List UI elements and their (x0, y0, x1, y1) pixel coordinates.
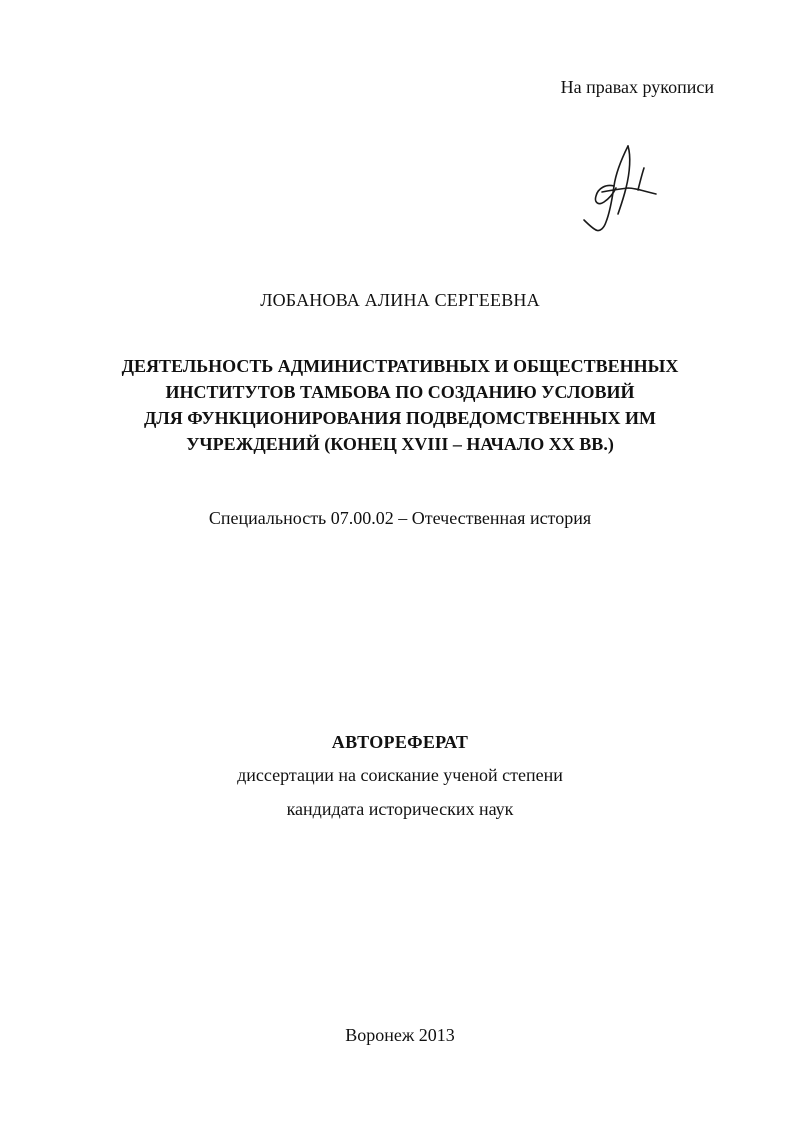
specialty-line: Специальность 07.00.02 – Отечественная история (208, 508, 592, 528)
title-line: ДЕЯТЕЛЬНОСТЬ АДМИНИСТРАТИВНЫХ И ОБЩЕСТВЕННЫХ (121, 356, 679, 376)
city-year: Воронеж 2013 (345, 1025, 455, 1045)
degree-line-1: диссертации на соискание ученой степени (237, 765, 563, 785)
title-line: УЧРЕЖДЕНИЙ (КОНЕЦ XVIII – НАЧАЛО XX ВВ.) (186, 434, 614, 454)
rights-note: На правах рукописи (560, 77, 714, 97)
title-line: ИНСТИТУТОВ ТАМБОВА ПО СОЗДАНИЮ УСЛОВИЙ (165, 382, 635, 402)
handwritten-signature-icon (576, 142, 666, 234)
degree-line-2: кандидата исторических наук (286, 799, 514, 819)
author-name: ЛОБАНОВА АЛИНА СЕРГЕЕВНА (260, 290, 540, 310)
dissertation-title (60, 353, 740, 457)
abstract-heading: АВТОРЕФЕРАТ (331, 732, 469, 752)
title-line: ДЛЯ ФУНКЦИОНИРОВАНИЯ ПОДВЕДОМСТВЕННЫХ ИМ (144, 408, 656, 428)
